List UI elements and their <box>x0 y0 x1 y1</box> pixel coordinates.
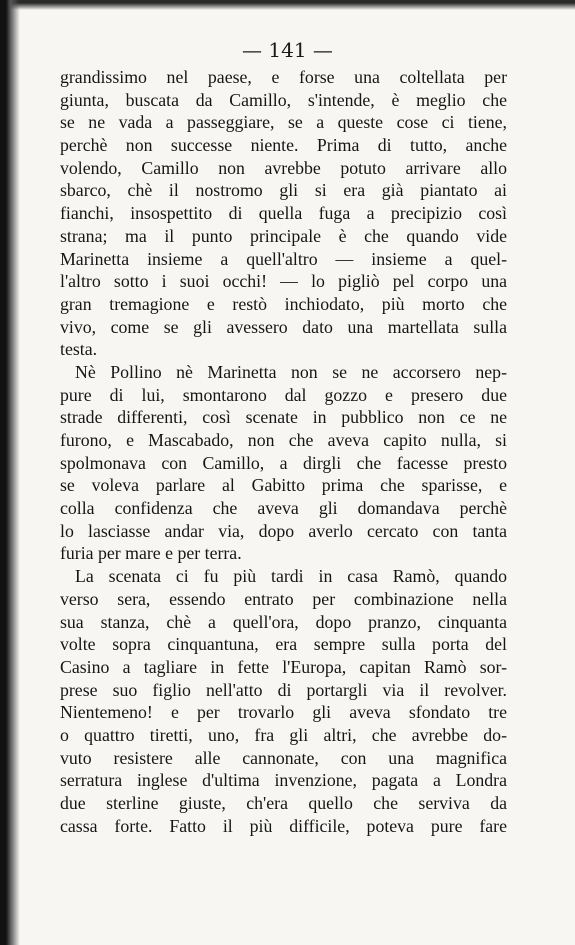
paragraph <box>60 66 507 361</box>
body-text <box>60 66 507 837</box>
text-line: furono, e Mascabado, non che aveva capito nulla, si <box>60 430 507 450</box>
text-line: colla confidenza che aveva gli domandava perchè <box>60 498 507 519</box>
text-line: giunta, buscata da Camillo, s'intende, è meglio che <box>60 89 507 110</box>
text-line: lo lasciasse andar via, dopo averlo cercato con tanta <box>60 520 507 541</box>
text-line: verso sera, essendo entrato per combinazione nella <box>60 588 507 609</box>
text-line: vuto resistere alle cannonate, con una magnifica <box>60 747 507 768</box>
text-line: Nientemeno! e per trovarlo gli aveva sfondato tre <box>60 702 507 723</box>
text-line: spolmonava con Camillo, a dirgli che facesse presto <box>60 452 507 473</box>
text-line: Casino a tagliare in fette l'Europa, capitan Ramò sor- <box>60 656 507 677</box>
page-top-edge-shadow <box>0 0 575 10</box>
text-line: testa. <box>60 339 98 360</box>
text-line: strade differenti, così scenate in pubblico non ce ne <box>60 407 507 428</box>
text-line: sbarco, chè il nostromo gli si era già piantato ai <box>60 180 507 201</box>
text-line: vivo, come se gli avessero dato una martellata sulla <box>60 316 507 337</box>
text-line: strana; ma il punto principale è che quando vide <box>60 225 507 246</box>
paragraph <box>60 361 507 565</box>
text-line: serratura inglese d'ultima invenzione, pagata a Londra <box>60 770 507 791</box>
text-line: se ne vada a passeggiare, se a queste cose ci tiene, <box>60 112 507 133</box>
text-line: Marinetta insieme a quell'altro — insieme a quel- <box>60 248 507 269</box>
binding-gutter-shadow <box>0 0 20 945</box>
text-line: volte sopra cinquantuna, era sempre sulla porta del <box>60 634 507 655</box>
text-line: l'altro sotto i suoi occhi! — lo pigliò pel corpo una <box>60 271 507 292</box>
text-line: perchè non successe niente. Prima di tutto, anche <box>60 135 507 156</box>
text-line: furia per mare e per terra. <box>60 543 242 564</box>
paragraph <box>60 565 507 837</box>
text-line: La scenata ci fu più tardi in casa Ramò, quando <box>75 566 507 587</box>
text-line: grandissimo nel paese, e forse una coltellata per <box>60 67 507 87</box>
text-line: fianchi, insospettito di quella fuga a precipizio così <box>60 203 507 224</box>
page-number: — 141 — <box>242 38 333 62</box>
text-line: cassa forte. Fatto il più difficile, poteva pure fare <box>60 815 507 836</box>
text-line: pure di lui, smontarono dal gozzo e presero due <box>60 384 507 405</box>
text-line: Nè Pollino nè Marinetta non se ne accorsero nep- <box>75 361 507 382</box>
text-line: sua stanza, chè a quell'ora, dopo pranzo, cinquanta <box>60 611 507 632</box>
text-line: volendo, Camillo non avrebbe potuto arrivare allo <box>60 157 507 178</box>
text-line: se voleva parlare al Gabitto prima che sparisse, e <box>60 475 507 496</box>
text-line: o quattro tiretti, uno, fra gli altri, che avrebbe do- <box>60 724 507 745</box>
text-line: due sterline giuste, ch'era quello che serviva da <box>60 793 507 813</box>
text-line: gran tremagione e restò inchiodato, più morto che <box>60 293 507 314</box>
text-line: prese suo figlio nell'atto di portargli via il revolver. <box>60 679 507 700</box>
